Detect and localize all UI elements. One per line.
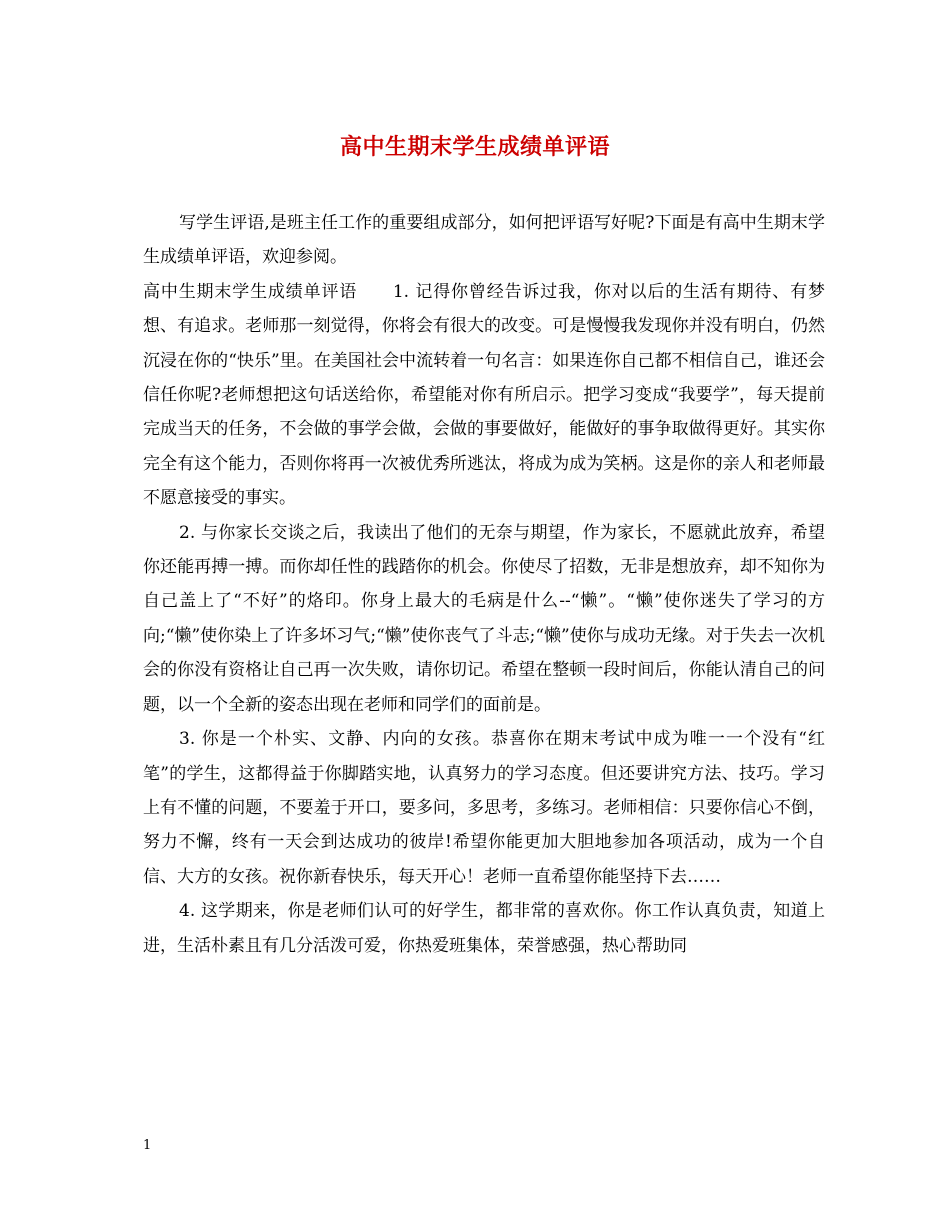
- document-title: 高中生期末学生成绩单评语: [339, 134, 610, 160]
- comment-paragraph-1: 高中生期末学生成绩单评语 1. 记得你曾经告诉过我，你对以后的生活有期待、有梦想、有追求。老师那一刻觉得，你将会有很大的改变。可是慢慢我发现你并没有明白，仍然沉浸在你的“快乐”里。在美国社会中流转着一句名言：如果连你自己都不相信自己，谁还会信任你呢?老师想把这句话送给你，希望能对你有所启示。把学习变成“我要学”，每天提前完成当天的任务，不会做的事学会做，会做的事要做好，能做好的事争取做得更好。其实你完全有这个能力，否则你将再一次被优秀所逃汰，将成为成为笑柄。这是你的亲人和老师最不愿意接受的事实。: [143, 281, 825, 509]
- comment-paragraph-3: 3. 你是一个朴实、文静、内向的女孩。恭喜你在期末考试中成为唯一一个没有“红笔”的学生，这都得益于你脚踏实地，认真努力的学习态度。但还要讲究方法、技巧。学习上有不懂的问题，不要羞于开口，要多问，多思考，多练习。老师相信：只要你信心不倒，努力不懈，终有一天会到达成功的彼岸!希望你能更加大胆地参加各项活动，成为一个自信、大方的女孩。祝你新春快乐，每天开心！老师一直希望你能坚持下去……: [143, 729, 825, 887]
- intro-paragraph: 写学生评语,是班主任工作的重要组成部分，如何把评语写好呢?下面是有高中生期末学生成绩单评语，欢迎参阅。: [143, 213, 825, 268]
- page-number: 1: [143, 1138, 152, 1153]
- comment-paragraph-2: 2. 与你家长交谈之后，我读出了他们的无奈与期望，作为家长，不愿就此放弃，希望你还能再搏一搏。而你却任性的践踏你的机会。你使尽了招数，无非是想放弃，却不知你为自己盖上了“不好”的烙印。你身上最大的毛病是什么--“懒”。“懒”使你迷失了学习的方向;“懒”使你染上了许多坏习气;“懒”使你丧气了斗志;“懒”使你与成功无缘。对于失去一次机会的你没有资格让自己再一次失败，请你切记。希望在整顿一段时间后，你能认清自己的问题，以一个全新的姿态出现在老师和同学们的面前是。: [143, 522, 825, 715]
- document-body: [143, 206, 825, 963]
- comment-paragraph-4: 4. 这学期来，你是老师们认可的好学生，都非常的喜欢你。你工作认真负责，知道上进，生活朴素且有几分活泼可爱，你热爱班集体，荣誉感强，热心帮助同: [143, 901, 825, 956]
